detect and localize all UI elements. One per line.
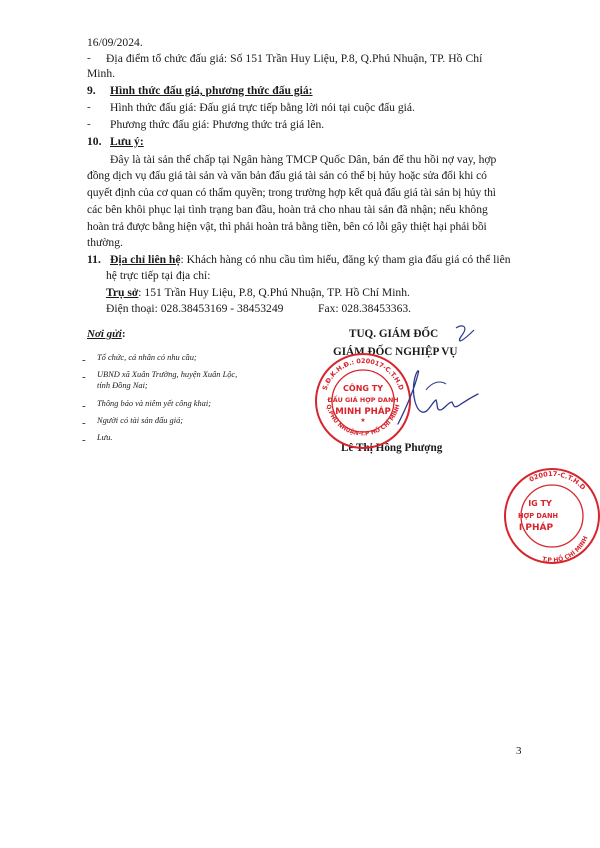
recipients-title: Nơi gửi bbox=[87, 328, 122, 340]
recipient-bullet-2: - bbox=[82, 371, 86, 383]
initial-mark-icon bbox=[452, 322, 478, 344]
recipient-bullet-3: - bbox=[82, 400, 86, 412]
section-10-line-5: hoàn trả được bằng hiện vật, thì phải hoàn trả bằng tiền, bên có lỗi gây thiệt hại phải bồi bbox=[87, 220, 487, 233]
edge-seal-icon bbox=[474, 466, 600, 566]
edge-seal-line-2: HỢP DANH bbox=[517, 512, 559, 520]
section-9-heading: Hình thức đấu giá, phương thức đấu giá: bbox=[110, 84, 313, 97]
recipient-item-4: Người có tài sản đấu giá; bbox=[97, 416, 184, 425]
signature-title-1: TUQ. GIÁM ĐỐC bbox=[349, 328, 439, 340]
phone-line: Điện thoại: 028.38453169 - 38453249 bbox=[106, 302, 284, 315]
venue-bullet: - bbox=[87, 52, 91, 64]
section-9-bullet-2: - bbox=[87, 118, 91, 130]
handwritten-signature-icon bbox=[392, 360, 482, 432]
recipient-item-3: Thông báo và niêm yết công khai; bbox=[97, 399, 211, 408]
headquarters-label: Trụ sở bbox=[106, 286, 139, 299]
svg-text:T.P HỒ CHÍ MINH bbox=[541, 535, 589, 564]
section-9-item-1: Hình thức đấu giá: Đấu giá trực tiếp bằng lời nói tại cuộc đấu giá. bbox=[110, 101, 415, 114]
section-11-heading: Địa chỉ liên hệ bbox=[110, 253, 181, 266]
recipients-colon: : bbox=[121, 328, 126, 340]
top-date: 16/09/2024. bbox=[87, 36, 143, 49]
section-11-line-1 bbox=[110, 252, 511, 267]
recipient-item-2: UBND xã Xuân Trường, huyện Xuân Lộc, bbox=[97, 370, 238, 379]
recipient-bullet-4: - bbox=[82, 417, 86, 429]
page-number: 3 bbox=[516, 745, 522, 757]
recipients-title-line bbox=[87, 327, 125, 342]
signature-title-2: GIÁM ĐỐC NGHIỆP VỤ bbox=[333, 346, 458, 358]
seal-ring-bottom: Q.PHÚ NHUẬN-T.P HỒ CHÍ MINH bbox=[324, 404, 402, 438]
section-10-line-6: thường. bbox=[87, 236, 123, 249]
seal-line-3: MINH PHÁP bbox=[335, 407, 391, 417]
seal-ring-top: S.Đ.K.H.Đ.: 020017-C.T.H.D bbox=[320, 356, 406, 392]
venue-line-1: Địa điểm tổ chức đấu giá: Số 151 Trần Huy Liệu, P.8, Q.Phú Nhuận, TP. Hồ Chí bbox=[106, 52, 483, 65]
edge-seal-line-1: IG TY bbox=[528, 499, 552, 508]
section-10-number: 10. bbox=[87, 135, 102, 148]
signer-name: Lê Thị Hồng Phượng bbox=[341, 442, 443, 454]
headquarters-line bbox=[106, 285, 410, 300]
section-10-line-2: đồng dịch vụ đấu giá tài sản và văn bản đấu giá tài sản có thể bị hủy hoặc sửa đổi khi có bbox=[87, 169, 487, 182]
edge-seal-line-3: I PHÁP bbox=[518, 523, 554, 533]
edge-seal-ring-bottom: T.P HỒ CHÍ MINH bbox=[541, 535, 590, 565]
section-10-line-1: Đây là tài sản thế chấp tại Ngân hàng TMCP Quốc Dân, bán để thu hồi nợ vay, hợp bbox=[110, 153, 497, 166]
recipient-item-2-cont: tỉnh Đồng Nai; bbox=[97, 381, 148, 390]
seal-star-icon: ★ bbox=[360, 417, 366, 424]
section-11-number: 11. bbox=[87, 253, 101, 266]
section-9-bullet-1: - bbox=[87, 101, 91, 113]
section-9-number: 9. bbox=[87, 84, 96, 97]
recipient-item-5: Lưu. bbox=[97, 433, 113, 442]
section-10-line-4: các bên khôi phục lại tình trạng ban đầu, hoàn trả cho nhau tài sản đã nhận; nếu không bbox=[87, 203, 488, 216]
section-11-text-2: hệ trực tiếp tại địa chỉ: bbox=[106, 269, 211, 282]
recipient-bullet-1: - bbox=[82, 354, 86, 366]
recipient-item-1: Tổ chức, cá nhân có nhu cầu; bbox=[97, 353, 197, 362]
section-11-text-1: : Khách hàng có nhu cầu tìm hiểu, đăng ký tham gia đấu giá có thể liên bbox=[180, 253, 511, 266]
section-9-item-2: Phương thức đấu giá: Phương thức trả giá lên. bbox=[110, 118, 325, 131]
seal-line-2: ĐẤU GIÁ HỢP DANH bbox=[327, 396, 399, 404]
headquarters-address: : 151 Trần Huy Liệu, P.8, Q.Phú Nhuận, TP. Hồ Chí Minh. bbox=[138, 286, 410, 299]
section-10-line-3: quyết định của cơ quan có thẩm quyền; trong trường hợp kết quả đấu giá tài sản bị hủy thì bbox=[87, 186, 496, 199]
recipient-bullet-5: - bbox=[82, 434, 86, 446]
seal-line-1: CÔNG TY bbox=[343, 384, 383, 393]
venue-line-2: Minh. bbox=[87, 67, 116, 80]
fax-line: Fax: 028.38453363. bbox=[318, 302, 412, 315]
edge-seal-ring-top: 020017-C.T.H.D bbox=[527, 469, 588, 492]
section-10-heading: Lưu ý: bbox=[110, 135, 144, 148]
